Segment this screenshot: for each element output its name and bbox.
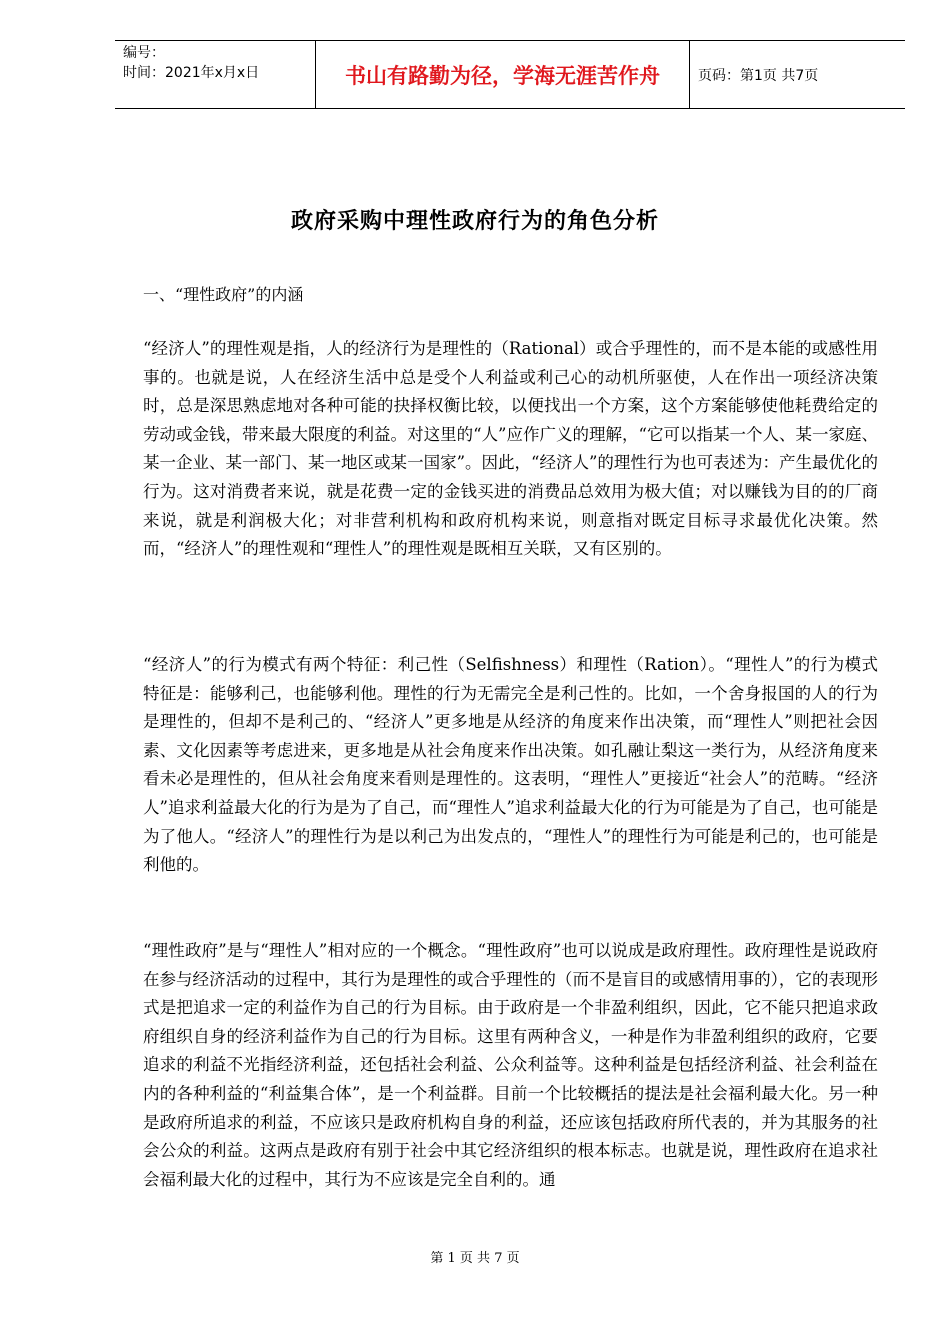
serial-number-label: 编号：	[123, 45, 165, 61]
header-motto: 书山有路勤为径，学海无涯苦作舟	[316, 41, 690, 108]
header-table	[115, 40, 905, 109]
header-page-info: 页码：第1页 共7页	[698, 67, 819, 84]
document-title: 政府采购中理性政府行为的角色分析	[290, 208, 659, 234]
paragraph-rational-government: “理性政府”是与“理性人”相对应的一个概念。“理性政府”也可以说成是政府理性。政府理性是说政府在参与经济活动的过程中，其行为是理性的或合乎理性的（而不是盲目的或感情用事的），它的表现形式是把追求一定的利益作为自己的行为目标。由于政府是一个非盈利组织，因此，它不能只把追求政府组织自身的经济利益作为自己的行为目标。这里有两种含义，一种是作为非盈利组织的政府，它要追求的利益不光指经济利益，还包括社会利益、公众利益等。这种利益是包括经济利益、社会利益在内的各种利益的“利益集合体”，是一个利益群。目前一个比较概括的提法是社会福利最大化。另一种是政府所追求的利益，不应该只是政府机构自身的利益，还应该包括政府所代表的，并为其服务的社会公众的利益。这两点是政府有别于社会中其它经济组织的根本标志。也就是说，理性政府在追求社会福利最大化的过程中，其行为不应该是完全自利的。通	[143, 941, 878, 1189]
date-label: 时间：2021年x月x日	[123, 65, 260, 81]
paragraph-economic-man: “经济人”的理性观是指，人的经济行为是理性的（Rational）或合乎理性的，而不是本能的或感性用事的。也就是说，人在经济生活中总是受个人利益或利己心的动机所驱使，人在作出一项经济决策时，总是深思熟虑地对各种可能的抉择权衡比较，以便找出一个方案，这个方案能够使他耗费给定的劳动或金钱，带来最大限度的利益。对这里的“人”应作广义的理解，“它可以指某一个人、某一家庭、某一企业、某一部门、某一地区或某一国家”。因此，“经济人”的理性行为也可表述为：产生最优化的行为。这对消费者来说，就是花费一定的金钱买进的消费品总效用为极大值；对以赚钱为目的的厂商来说，就是利润极大化；对非营利机构和政府机构来说，则意指对既定目标寻求最优化决策。然而，“经济人”的理性观和“理性人”的理性观是既相互关联，又有区别的。	[143, 339, 878, 559]
header-meta-cell	[115, 41, 316, 108]
paragraph-behavior-pattern: “经济人”的行为模式有两个特征：利己性（Selfishness）和理性（Ration）。“理性人”的行为模式特征是：能够利己，也能够利他。理性的行为无需完全是利己性的。比如，一个舍身报国的人的行为是理性的，但却不是利己的、“经济人”更多地是从经济的角度来作出决策，而“理性人”则把社会因素、文化因素等考虑进来，更多地是从社会角度来作出决策。如孔融让梨这一类行为，从经济角度来看未必是理性的，但从社会角度来看则是理性的。这表明，“理性人”更接近“社会人”的范畴。“经济人”追求利益最大化的行为是为了自己，而“理性人”追求利益最大化的行为可能是为了自己，也可能是为了他人。“经济人”的理性行为是以利己为出发点的，“理性人”的理性行为可能是利己的，也可能是利他的。	[143, 655, 878, 875]
footer-page-number: 第 1 页 共 7 页	[430, 1251, 520, 1266]
section-heading: 一、“理性政府”的内涵	[143, 285, 304, 304]
